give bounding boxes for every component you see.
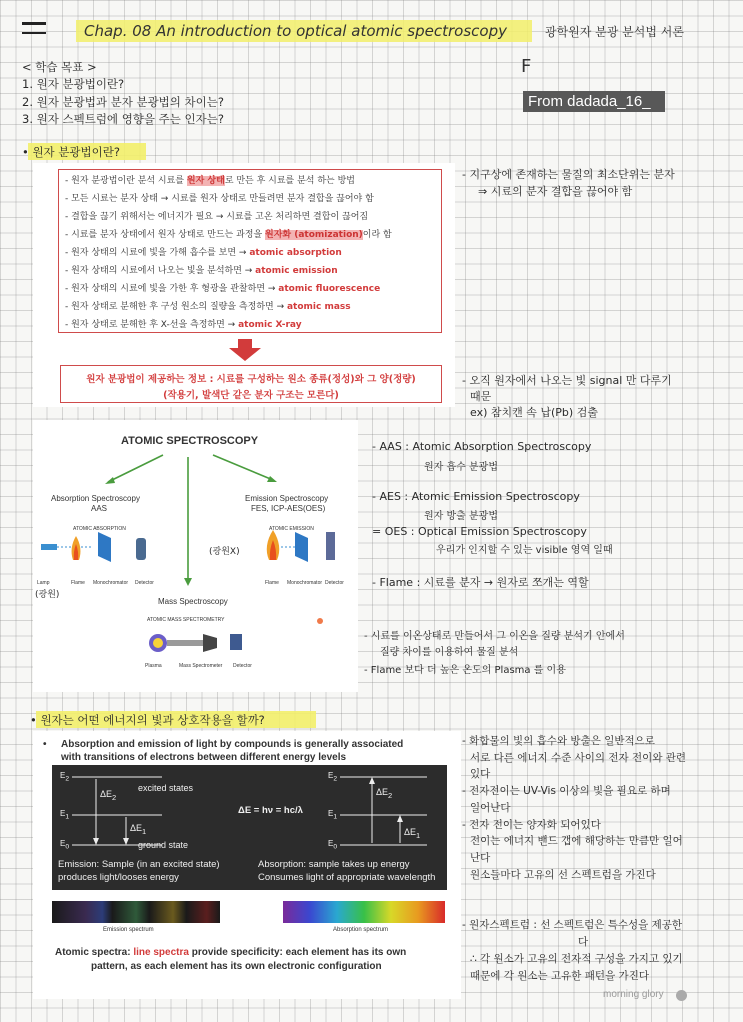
method-line-2: - 모든 시료는 분자 상태 → 시료를 원자 상태로 만들려면 분자 결합을 끊어야 함 (65, 194, 374, 204)
note-2-line-1: - 오직 원자에서 나오는 빛 signal 만 다루기 (462, 374, 672, 387)
page-title-korean: 광학원자 분광 분석법 서론 (545, 25, 684, 39)
emission-spectrum-label: Emission spectrum (103, 927, 154, 933)
note-2-line-3: ex) 참치캔 속 납(Pb) 검출 (470, 406, 598, 419)
abs-detector-label: Detector (135, 580, 154, 586)
energy-note-13: 때문에 각 원소는 고유한 패턴을 가진다 (470, 970, 649, 982)
down-arrow-icon (229, 339, 261, 361)
energy-note-10: - 원자스펙트럼 : 선 스펙트럼은 특수성을 제공한 (462, 919, 683, 931)
info-line-2: (작용기, 발색단 같은 분자 구조는 모른다) (163, 390, 339, 401)
hand-center-note: (광원X) (209, 547, 240, 557)
diag-note-10: - Flame 보다 더 높은 온도의 Plasma 를 이용 (364, 665, 566, 676)
atomic-emission-caption: ATOMIC EMISSION (269, 526, 314, 532)
method-line-7: - 원자 상태의 시료에 빛을 가한 후 형광을 관찰하면 → atomic fluorescence (65, 284, 381, 294)
diag-note-6: 우리가 인지할 수 있는 visible 영역 일때 (436, 545, 613, 556)
diag-note-1: - AAS : Atomic Absorption Spectroscopy (372, 440, 592, 453)
absorption-caption-2: Consumes light of appropriate wavelength (258, 872, 436, 883)
energy-note-11: 다 (578, 936, 589, 948)
right-e2: $E_2$ (328, 771, 338, 783)
goal-item-3: 3. 원자 스펙트럼에 영향을 주는 인자는? (22, 112, 224, 126)
absorption-spectrum-strip (283, 901, 445, 923)
method-line-1: - 원자 분광법이란 분석 시료를 원자 상태로 만든 후 시료를 분석 하는 방법 (65, 176, 356, 186)
em-flame-label: Flame (265, 580, 279, 586)
energy-note-6: - 전자 전이는 양자화 되어있다 (462, 819, 601, 831)
abs-mono-label: Monochromator (93, 580, 129, 586)
goal-item-2: 2. 원자 분광법과 분자 분광법의 차이는? (22, 95, 224, 109)
method-line-3: - 결합을 끊기 위해서는 에너지가 필요 → 시료를 고온 처리하면 결합이 끊어짐 (65, 212, 369, 222)
excited-label: excited states (138, 783, 194, 793)
left-delta-e2: $\Delta E_2$ (100, 789, 117, 802)
energy-note-3: 있다 (470, 768, 491, 780)
header-dash (22, 22, 46, 25)
energy-note-8: 난다 (470, 852, 491, 864)
ground-label: ground state (138, 840, 189, 850)
page-title: Chap. 08 An introduction to optical atomic spectroscopy (84, 22, 507, 40)
energy-note-7: 전이는 에너지 밴드 갭에 해당하는 만큼만 일어 (470, 835, 683, 847)
signature: morning glory (603, 989, 664, 1000)
diagram-arrows (33, 420, 358, 692)
right-e0: $E_0$ (328, 839, 338, 851)
section1-heading: • 원자 분광법이란? (22, 145, 120, 159)
energy-note-5: 일어난다 (470, 802, 511, 814)
bullet-line-1: Absorption and emission of light by compounds is generally associated (61, 739, 404, 750)
em-mono-label: Monochromator (287, 580, 323, 586)
diag-note-3: - AES : Atomic Emission Spectroscopy (372, 490, 580, 503)
emission-spectrum-strip (52, 901, 220, 923)
method-line-5: - 원자 상태의 시료에 빛을 가해 흡수를 보면 → atomic absorption (65, 248, 342, 258)
goal-item-1: 1. 원자 분광법이란? (22, 77, 125, 91)
section2-heading: • 원자는 어떤 에너지의 빛과 상호작용을 할까? (30, 713, 265, 727)
abs-lamp-label: Lamp (37, 580, 50, 586)
emission-caption-2: produces light/looses energy (58, 872, 179, 883)
left-delta-e1: $\Delta E_1$ (130, 823, 147, 836)
diag-note-9: 질량 차이를 이용하여 물질 분석 (380, 647, 519, 658)
diag-note-2: 원자 흡수 분광법 (424, 462, 498, 473)
absorption-spectrum-label: Absorption spectrum (333, 927, 389, 933)
energy-note-4: - 전자전이는 UV-Vis 이상의 빛을 필요로 하며 (462, 785, 671, 797)
absorption-abbrev: AAS (91, 504, 108, 513)
right-delta-e1: $\Delta E_1$ (404, 827, 421, 840)
diag-note-5: = OES : Optical Emission Spectroscopy (372, 525, 587, 538)
footer-line-2: pattern, as each element has its own electronic configuration (91, 961, 382, 972)
diag-note-4: 원자 방출 분광법 (424, 511, 498, 522)
energy-note-2: 서로 다른 에너지 수준 사이의 전자 전이와 관련 (470, 752, 687, 764)
left-e1: $E_1$ (60, 809, 70, 821)
atomic-spectroscopy-diagram (33, 420, 358, 692)
absorption-caption-1: Absorption: sample takes up energy (258, 859, 410, 870)
energy-note-12: ∴ 각 원소가 고유의 전자적 구성을 가지고 있기 (470, 953, 683, 965)
bullet-line-2: with transitions of electrons between different energy levels (61, 752, 347, 763)
note-1-line-2: ⇒ 시료의 분자 결합을 끊어야 함 (478, 185, 633, 198)
emission-label: Emission Spectroscopy (245, 494, 329, 503)
energy-levels-box (52, 765, 447, 890)
emission-abbrev: FES, ICP-AES(OES) (251, 504, 326, 513)
mass-spec-label: Mass Spectroscopy (158, 597, 228, 606)
info-box (60, 365, 442, 403)
right-delta-e2: $\Delta E_2$ (376, 787, 393, 800)
bullet-dot: • (43, 739, 47, 750)
right-e1: $E_1$ (328, 809, 338, 821)
note-1-line-1: - 지구상에 존재하는 물질의 최소단위는 분자 (462, 168, 675, 181)
energy-note-9: 원소들마다 고유의 선 스펙트럼을 가진다 (470, 869, 656, 881)
absorption-label: Absorption Spectroscopy (51, 494, 140, 503)
author-badge: From dadada_16_ (523, 91, 665, 112)
ms-caption: ATOMIC MASS SPECTROMETRY (147, 617, 225, 623)
ms-detector-label: Detector (233, 663, 252, 669)
ms-plasma-label: Plasma (145, 663, 162, 669)
left-e2: $E_2$ (60, 771, 70, 783)
hand-lamp-note: (광원) (35, 590, 60, 600)
header-dash-2 (22, 32, 46, 34)
method-line-8: - 원자 상태로 분해한 후 구성 원소의 질량을 측정하면 → atomic mass (65, 302, 351, 312)
goals-heading: < 학습 목표 > (22, 60, 97, 74)
info-line-1: 원자 분광법이 제공하는 정보 : 시료를 구성하는 원소 종류(정성)와 그 양(정량) (86, 374, 416, 385)
em-detector-label: Detector (325, 580, 344, 586)
method-box (58, 169, 442, 333)
abs-flame-label: Flame (71, 580, 85, 586)
method-line-6: - 원자 상태의 시료에서 나오는 빛을 분석하면 → atomic emission (65, 266, 338, 276)
smiley-icon (676, 990, 687, 1001)
diagram-title: ATOMIC SPECTROSCOPY (121, 435, 259, 447)
note-2-line-2: 때문 (470, 390, 492, 403)
footer-line-1: Atomic spectra: line spectra provide specificity: each element has its own (55, 947, 407, 958)
energy-formula: ΔE = hν = hc/λ (238, 805, 303, 816)
diag-note-8: - 시료를 이온상태로 만들어서 그 이온을 질량 분석기 안에서 (364, 631, 625, 642)
atomic-absorption-caption: ATOMIC ABSORPTION (73, 526, 126, 532)
left-e0: $E_0$ (60, 839, 70, 851)
ms-spectrometer-label: Mass Spectrometer (179, 663, 223, 669)
f-mark: F (521, 56, 532, 77)
emission-caption-1: Emission: Sample (in an excited state) (58, 859, 220, 870)
diag-note-7: - Flame : 시료를 분자 → 원자로 쪼개는 역할 (372, 576, 589, 589)
method-line-4: - 시료를 분자 상태에서 원자 상태로 만드는 과정을 원자화 (atomization)이라 함 (65, 230, 392, 240)
energy-note-1: - 화합물의 빛의 흡수와 방출은 일반적으로 (462, 735, 655, 747)
method-line-9: - 원자 상태로 분해한 후 X-선을 측정하면 → atomic X-ray (65, 320, 302, 330)
